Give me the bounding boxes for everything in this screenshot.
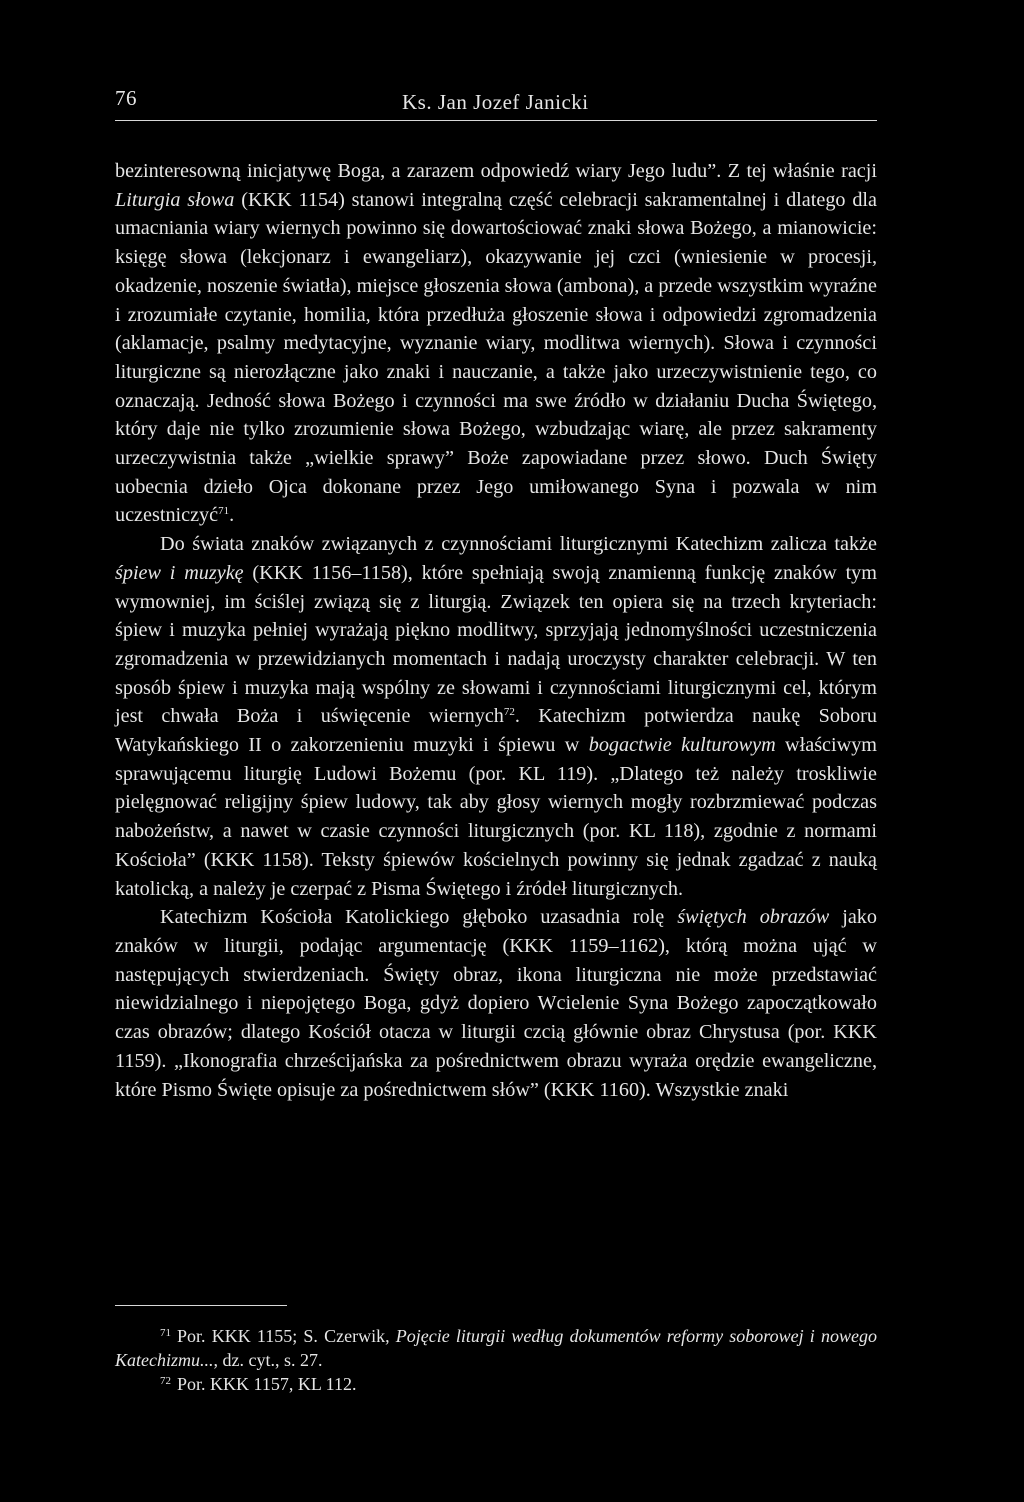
paragraph-1-italic-1: Liturgia słowa	[115, 188, 235, 211]
footnote-72	[115, 1372, 877, 1396]
paragraph-2-italic-2: bogactwie kulturowym	[588, 734, 776, 757]
footnote-72-mark: 72	[160, 1375, 171, 1387]
paragraph-2-italic-1: śpiew i muzykę	[115, 561, 244, 584]
paragraph-1-text-3: .	[229, 504, 235, 527]
footnote-71-mark: 71	[160, 1327, 171, 1339]
paragraph-2	[115, 530, 877, 903]
page-header	[115, 86, 877, 121]
paragraph-3-text-2: jako znaków w liturgii, podając argumentację (KKK 1159–1162), którą można ująć w następujących stwierdzeniach. Święty obraz, ikona liturgiczna nie może przedstawiać niewidzialnego i niepojętego Boga, gdyż dopiero Wcielenie Syna Bożego zapoczątkowało czas obrazów; dlatego Kościół otacza w liturgii czcią głównie obraz Chrystusa (por. KKK 1159). „Ikonografia chrześcijańska za pośrednictwem obrazu wyraża orędzie ewangeliczne, które Pismo Święte opisuje za pośrednictwem słów” (KKK 1160). Wszystkie znaki	[115, 906, 877, 1101]
footnote-72-text: Por. KKK 1157, KL 112.	[177, 1374, 357, 1394]
paragraph-3	[115, 903, 877, 1104]
paragraph-2-text-2: (KKK 1156–1158), które spełniają swoją znamienną funkcję znaków tym wymowniej, im ściślej związą się z liturgią. Związek ten opiera się na trzech kryteriach: śpiew i muzyka pełniej wyrażają piękno modlitwy, sprzyjają jednomyślności uczestniczenia zgromadzenia w przewidzianych momentach i nadają uroczysty charakter celebracji. W ten sposób śpiew i muzyka mają wspólny ze słowami i czynnościami liturgicznymi cel, którym jest chwała Boża i uświęcenie wiernych	[115, 561, 877, 728]
paragraph-2-text-3: . Katechizm potwierdza naukę Soboru Watykańskiego II o zakorzenieniu muzyki i śpiewu w	[115, 705, 877, 757]
footnotes	[115, 1324, 877, 1396]
footnote-71-text-1: Por. KKK 1155; S. Czerwik,	[177, 1326, 396, 1346]
footnote-ref-71[interactable]: 71	[218, 505, 230, 518]
paragraph-2-text-1: Do świata znaków związanych z czynnościami liturgicznymi Katechizm zalicza także	[160, 533, 877, 556]
footnote-71	[115, 1324, 877, 1372]
page-number: 76	[115, 86, 137, 110]
footnote-separator	[115, 1305, 287, 1306]
body-text	[115, 157, 877, 1104]
paragraph-1	[115, 157, 877, 530]
paragraph-2-text-4: właściwym sprawującemu liturgię Ludowi Bożemu (por. KL 119). „Dlatego też należy troskliwie pielęgnować religijny śpiew ludowy, tak aby głosy wiernych mogły rozbrzmiewać podczas nabożeństw, a nawet w czasie czynności liturgicznych (por. KL 118), zgodnie z normami Kościoła” (KKK 1158). Teksty śpiewów kościelnych powinny się jednak zgadzać z nauką katolicką, a należy je czerpać z Pisma Świętego i źródeł liturgicznych.	[115, 734, 877, 900]
paragraph-1-text-2: (KKK 1154) stanowi integralną część celebracji sakramentalnej i dlatego dla umacniania wiary wiernych powinno się dowartościować znaki słowa Bożego, a mianowicie: księgę słowa (lekcjonarz i ewangeliarz), okazywanie jej czci (wniesienie w procesji, okadzenie, noszenie światła), miejsce głoszenia słowa (ambona), a przede wszystkim wyraźne i zrozumiałe czytanie, homilia, która przedłuża głoszenie słowa i odpowiedzi zgromadzenia (aklamacje, psalmy medytacyjne, wyznanie wiary, modlitwa wiernych). Słowa i czynności liturgiczne są nierozłączne jako znaki i nauczanie, a także jako urzeczywistnienie tego, co oznaczają. Jedność słowa Bożego i czynności ma swe źródło w działaniu Ducha Świętego, który daje nie tylko zrozumienie słowa Bożego, wzbudzając wiarę, ale przez sakramenty urzeczywistnia także „wielkie sprawy” Boże zapowiadane przez słowo. Duch Święty uobecnia dzieło Ojca dokonane przez Jego umiłowanego Syna i pozwala w nim uczestniczyć	[115, 188, 877, 527]
paragraph-1-text-1: bezinteresowną inicjatywę Boga, a zarazem odpowiedź wiary Jego ludu”. Z tej właśnie racji	[115, 160, 877, 182]
running-head: Ks. Jan Jozef Janicki	[402, 90, 589, 114]
footnote-71-italic: Pojęcie liturgii według dokumentów reformy soborowej i nowego Katechizmu...	[115, 1326, 877, 1370]
paragraph-3-italic-1: świętych obrazów	[677, 906, 830, 929]
paragraph-3-text-1: Katechizm Kościoła Katolickiego głęboko uzasadnia rolę	[160, 906, 678, 929]
footnote-ref-72[interactable]: 72	[503, 706, 515, 719]
footnote-71-text-2: , dz. cyt., s. 27.	[213, 1350, 323, 1370]
